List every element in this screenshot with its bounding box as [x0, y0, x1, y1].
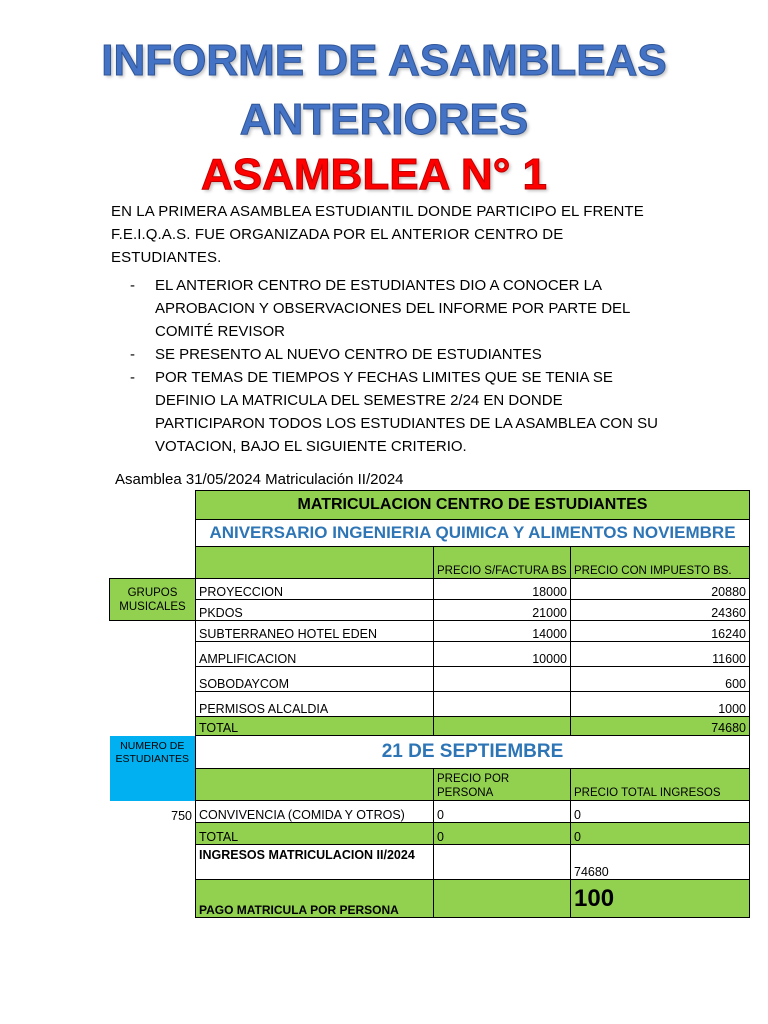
price-tax-cell: 1000: [571, 692, 750, 717]
col-price-with-tax: PRECIO CON IMPUESTO BS.: [571, 547, 750, 579]
item-cell: AMPLIFICACION: [196, 642, 434, 667]
income-value: 74680: [571, 845, 750, 880]
price-cell: 14000: [434, 621, 571, 642]
price-tax-cell: 600: [571, 667, 750, 692]
table-event-row: [110, 520, 750, 547]
income-row: [110, 845, 750, 880]
bullet-text: EL ANTERIOR CENTRO DE ESTUDIANTES DIO A CONOCER LA APROBACION Y OBSERVACIONES DEL INFORME POR PARTE DEL COMITÉ REVISOR: [155, 277, 630, 340]
students-count: 750: [171, 808, 192, 823]
students-side-label: NUMERO DE ESTUDIANTES: [110, 736, 196, 801]
table-row: [110, 621, 750, 642]
bullet-marker: -: [130, 346, 135, 363]
price-tax-cell: 11600: [571, 642, 750, 667]
payment-empty-cell: [434, 880, 571, 918]
payment-row: [110, 880, 750, 918]
assembly-subtitle: ASAMBLEA N° 1: [201, 150, 547, 199]
convivencia-total: 0: [571, 801, 750, 823]
table-row: [110, 667, 750, 692]
col-total-income: PRECIO TOTAL INGRESOS: [571, 769, 750, 801]
table-row: [110, 600, 750, 621]
item-cell: PKDOS: [196, 600, 434, 621]
total-row: [110, 717, 750, 736]
empty-header-cell: [196, 769, 434, 801]
price-cell: 10000: [434, 642, 571, 667]
september-header: 21 DE SEPTIEMBRE: [196, 736, 750, 769]
total2-price: 0: [434, 823, 571, 845]
total2-label: TOTAL: [196, 823, 434, 845]
enrollment-table: [109, 490, 750, 918]
price-tax-cell: 16240: [571, 621, 750, 642]
september-header-row: [110, 736, 750, 769]
total-label: TOTAL: [196, 717, 434, 736]
table-row: [110, 801, 750, 823]
bullet-item: [130, 343, 670, 366]
bullet-text: SE PRESENTO AL NUEVO CENTRO DE ESTUDIANTES: [155, 346, 542, 363]
total-value: 74680: [571, 717, 750, 736]
convivencia-label: CONVIVENCIA (COMIDA Y OTROS): [196, 801, 434, 823]
empty-header-cell: [196, 547, 434, 579]
item-cell: SOBODAYCOM: [196, 667, 434, 692]
price-cell: 18000: [434, 579, 571, 600]
table-row: [110, 692, 750, 717]
table-header-row: [110, 491, 750, 520]
column-header-row: [110, 547, 750, 579]
total-row-2: [110, 823, 750, 845]
item-cell: SUBTERRANEO HOTEL EDEN: [196, 621, 434, 642]
bullet-list: [130, 274, 670, 458]
document-title-line1: INFORME DE ASAMBLEAS: [101, 36, 667, 85]
table-row: [110, 579, 750, 600]
price-tax-cell: 20880: [571, 579, 750, 600]
price-cell: [434, 692, 571, 717]
payment-value: 100: [571, 880, 750, 918]
bullet-marker: -: [130, 277, 135, 294]
convivencia-price: 0: [434, 801, 571, 823]
bullet-text: POR TEMAS DE TIEMPOS Y FECHAS LIMITES QUE SE TENIA SE DEFINIO LA MATRICULA DEL SEMESTRE 2/24 EN DONDE PARTICIPARON TODOS LOS ESTUDIANTES DE LA ASAMBLEA CON SU VOTACION, BAJO EL SIGUIENTE CRITERIO.: [155, 369, 658, 455]
item-cell: PERMISOS ALCALDIA: [196, 692, 434, 717]
total-empty-cell: [434, 717, 571, 736]
table-main-header: MATRICULACION CENTRO DE ESTUDIANTES: [196, 491, 750, 520]
bullet-item: [130, 274, 670, 343]
col-price-per-person: PRECIO POR PERSONA: [434, 769, 571, 801]
intro-paragraph: EN LA PRIMERA ASAMBLEA ESTUDIANTIL DONDE PARTICIPO EL FRENTE F.E.I.Q.A.S. FUE ORGANIZADA POR EL ANTERIOR CENTRO DE ESTUDIANTES.: [111, 203, 644, 266]
payment-label: PAGO MATRICULA POR PERSONA: [196, 880, 434, 918]
document-title-line2: ANTERIORES: [239, 95, 529, 144]
price-cell: 21000: [434, 600, 571, 621]
groups-side-label: GRUPOS MUSICALES: [110, 579, 196, 621]
col-price-no-invoice: PRECIO S/FACTURA BS: [434, 547, 571, 579]
event-header: ANIVERSARIO INGENIERIA QUIMICA Y ALIMENTOS NOVIEMBRE: [196, 520, 750, 547]
item-cell: PROYECCION: [196, 579, 434, 600]
income-label: INGRESOS MATRICULACION II/2024: [196, 845, 434, 880]
column-header-row-2: [110, 769, 750, 801]
price-tax-cell: 24360: [571, 600, 750, 621]
table-row: [110, 642, 750, 667]
bullet-marker: -: [130, 369, 135, 386]
bullet-item: [130, 366, 670, 458]
total2-total: 0: [571, 823, 750, 845]
assembly-date-line: Asamblea 31/05/2024 Matriculación II/2024: [115, 471, 404, 488]
income-empty-cell: [434, 845, 571, 880]
price-cell: [434, 667, 571, 692]
